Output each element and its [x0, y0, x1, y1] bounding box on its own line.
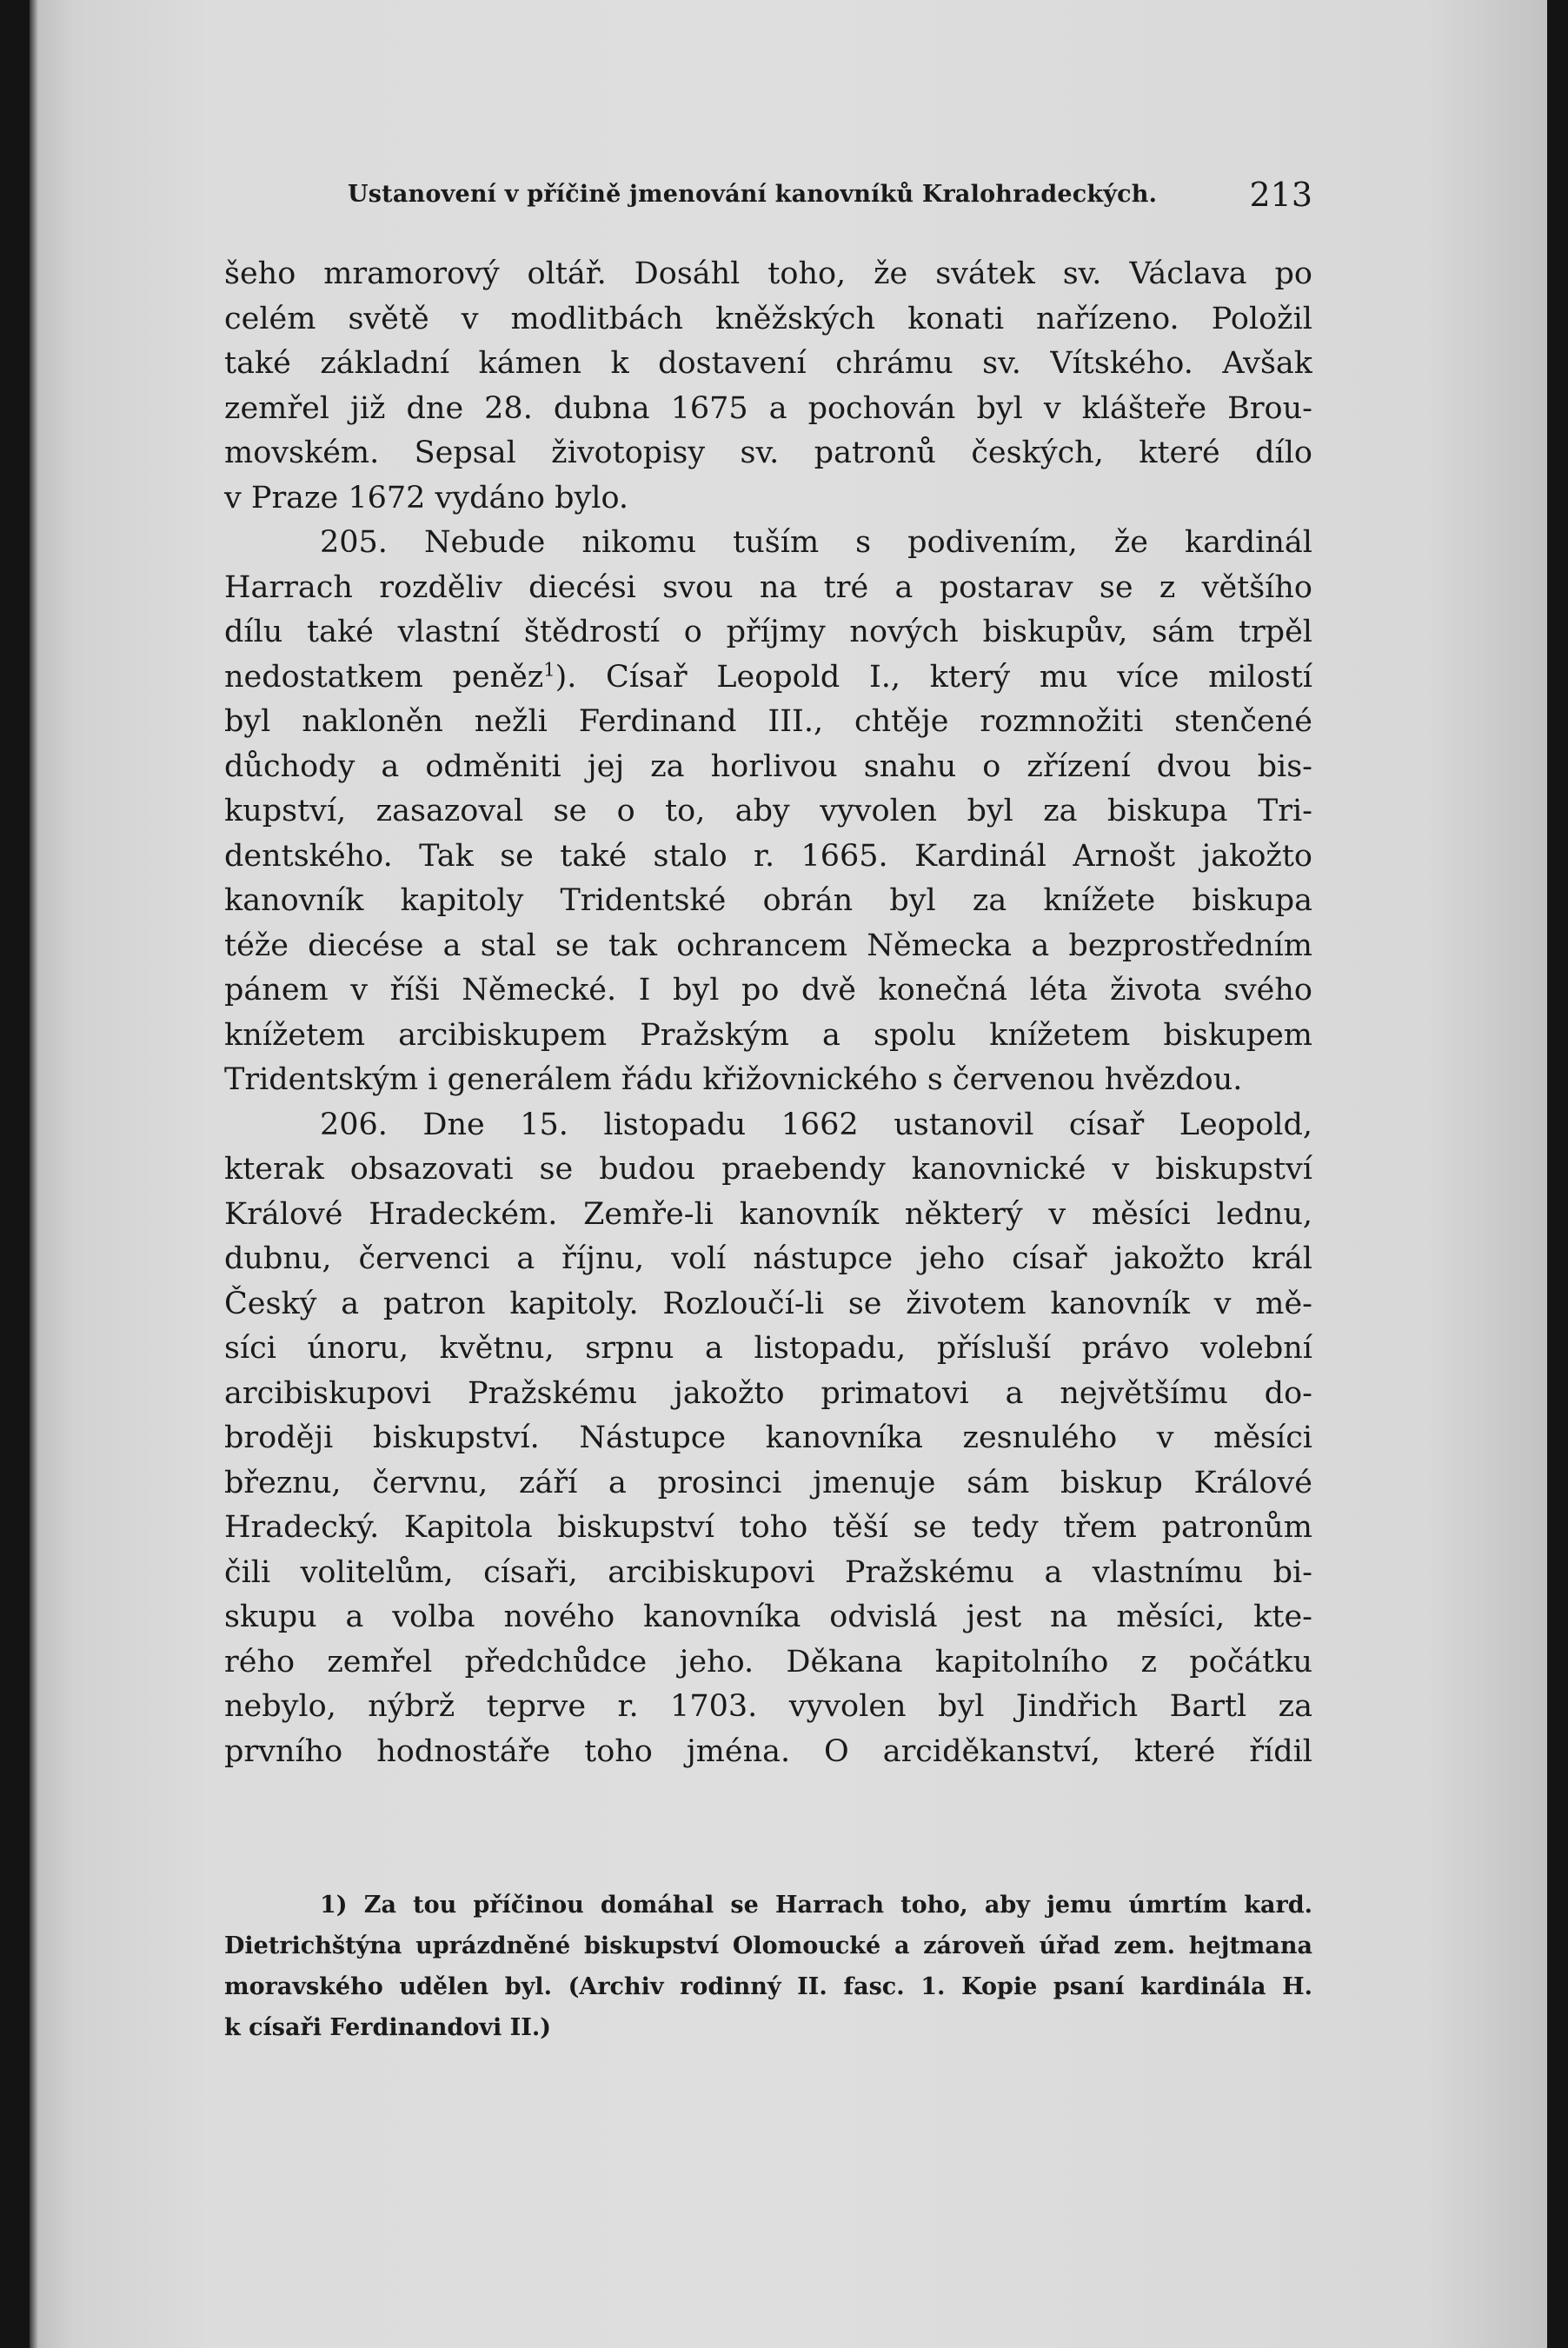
footnote-spacer [224, 1774, 1312, 1885]
text-line: dentského. Tak se také stalo r. 1665. Kardinál Arnošt jakožto [224, 838, 1312, 874]
text-line: prvního hodnostáře toho jména. O arciděkanství, které řídil [224, 1733, 1312, 1769]
text-line: broději biskupství. Nástupce kanovníka zesnulého v měsíci [224, 1420, 1312, 1455]
text-line: Harrach rozděliv diecési svou na tré a postarav se z většího [224, 569, 1312, 605]
text-line: také základní kámen k dostavení chrámu sv. Vítského. Avšak [224, 346, 1312, 381]
text-line: rého zemřel předchůdce jeho. Děkana kapitolního z počátku [224, 1644, 1312, 1680]
text-line: dílu také vlastní štědrostí o příjmy nových biskupův, sám trpěl [224, 615, 1312, 649]
text-line: nebylo, nýbrž teprve r. 1703. vyvolen byl Jindřich Bartl za [224, 1689, 1312, 1724]
text-line: knížetem arcibiskupem Pražským a spolu knížetem biskupem [224, 1017, 1312, 1053]
text-line: zemřel již dne 28. dubna 1675 a pochován byl v klášteře Brou- [224, 390, 1312, 426]
binding-shadow [30, 0, 38, 2348]
footnote [224, 1885, 1312, 2048]
text-line: celém světě v modlitbách kněžských konati nařízeno. Položil [224, 301, 1312, 336]
footnote-marker: 1) [320, 1892, 348, 1919]
text-fragment: nedostatkem peněz [224, 659, 544, 695]
text-line: Králové Hradeckém. Zemře-li kanovník některý v měsíci lednu, [224, 1196, 1312, 1232]
footnote-line [224, 1885, 1312, 1926]
text-line: Tridentským i generálem řádu křižovnického s červenou hvězdou. [224, 1062, 1243, 1097]
text-line: důchody a odměniti jej za horlivou snahu o zřízení dvou bis- [224, 748, 1312, 784]
footnote-text: Za tou příčinou domáhal se Harrach toho, aby jemu úmrtím kard. [363, 1892, 1312, 1919]
text-line: kanovník kapitoly Tridentské obrán byl za knížete biskupa [224, 883, 1312, 918]
text-line: byl nakloněn nežli Ferdinand III., chtěje rozmnožiti stenčené [224, 704, 1312, 739]
text-line: skupu a volba nového kanovníka odvislá jest na měsíci, kte- [224, 1600, 1312, 1634]
text-line: dubnu, červenci a říjnu, volí nástupce jeho císař jakožto král [224, 1241, 1312, 1276]
text-line: šeho mramorový oltář. Dosáhl toho, že svátek sv. Václava po [224, 256, 1312, 291]
paragraph-205-start: 205. Nebude nikomu tuším s podivením, že kardinál [320, 525, 1312, 560]
footnote-reference: 1 [543, 658, 555, 680]
text-line: Český a patron kapitoly. Rozloučí-li se životem kanovník v mě- [224, 1286, 1312, 1321]
text-line: v Praze 1672 vydáno bylo. [224, 480, 629, 515]
running-title: Ustanovení v příčině jmenování kanovníků Kralohradeckých. [348, 181, 1158, 208]
page-header [348, 174, 1312, 217]
footnote-line: Dietrichštýna uprázdněné biskupství Olomoucké a zároveň úřad zem. hejtmana [224, 1932, 1312, 1959]
text-line: pánem v říši Německé. I byl po dvě konečná léta života svého [224, 973, 1312, 1008]
text-line: síci únoru, květnu, srpnu a listopadu, přísluší právo volební [224, 1331, 1312, 1366]
text-line: kupství, zasazoval se o to, aby vyvolen byl za biskupa Tri- [224, 794, 1312, 828]
text-line: arcibiskupovi Pražskému jakožto primatovi a největšímu do- [224, 1375, 1312, 1411]
text-fragment: ). Císař Leopold I., který mu více milostí [555, 659, 1312, 695]
body-text [224, 252, 1312, 2048]
text-line: téže diecése a stal se tak ochrancem Německa a bezprostředním [224, 928, 1312, 963]
footnote-line: moravského udělen byl. (Archiv rodinný II. fasc. 1. Kopie psaní kardinála H. [224, 1973, 1312, 2000]
text-line-with-footnote-ref [224, 655, 1312, 701]
paragraph-206-start: 206. Dne 15. listopadu 1662 ustanovil císař Leopold, [320, 1107, 1312, 1142]
page-number: 213 [1249, 176, 1312, 214]
text-line: kterak obsazovati se budou praebendy kanovnické v biskupství [224, 1152, 1312, 1187]
text-line: březnu, červnu, září a prosinci jmenuje sám biskup Králové [224, 1465, 1312, 1500]
text-line: movském. Sepsal životopisy sv. patronů českých, které dílo [224, 436, 1312, 470]
text-line: čili volitelům, císaři, arcibiskupovi Pražskému a vlastnímu bi- [224, 1554, 1312, 1590]
text-line: Hradecký. Kapitola biskupství toho těší se tedy třem patronům [224, 1510, 1312, 1545]
footnote-line: k císaři Ferdinandovi II.) [224, 2014, 552, 2041]
